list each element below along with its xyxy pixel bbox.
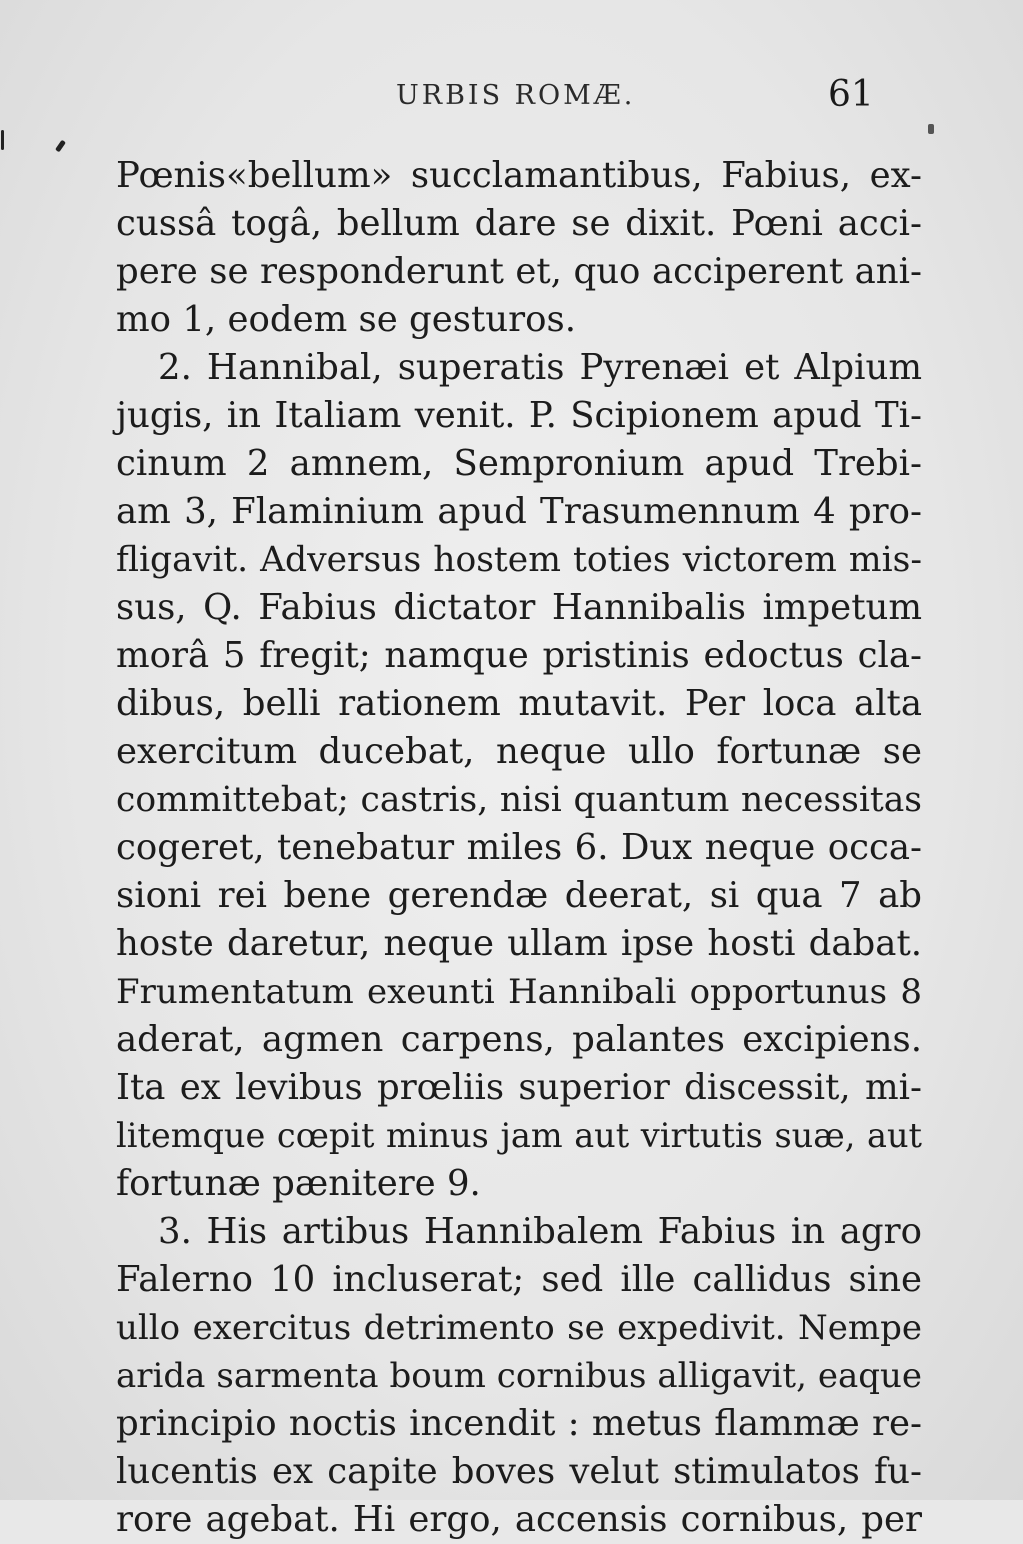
text-line: 2. Hannibal, superatis Pyrenæi et Alpium — [158, 347, 922, 388]
text-line: Ita ex levibus prœliis superior discessit, mi- — [116, 1067, 922, 1108]
ink-mark — [1, 130, 4, 150]
text-line: Falerno 10 incluserat; sed ille callidus sine — [116, 1259, 922, 1300]
text-line: principio noctis incendit : metus flammæ re- — [116, 1403, 922, 1444]
text-line: cussâ togâ, bellum dare se dixit. Pœni acci- — [116, 203, 922, 244]
text-line: dibus, belli rationem mutavit. Per loca alta — [116, 683, 922, 724]
body-text — [116, 152, 922, 1544]
text-line: Pœnis«bellum» succlamantibus, Fabius, ex- — [116, 155, 922, 196]
text-line: cogeret, tenebatur miles 6. Dux neque occa- — [116, 827, 922, 868]
text-line: pere se responderunt et, quo acciperent ani- — [116, 251, 922, 292]
text-line: fortunæ pænitere 9. — [116, 1163, 481, 1204]
page-number: 61 — [828, 74, 874, 115]
running-head: URBIS ROMÆ. — [396, 80, 636, 111]
text-line: litemque cœpit minus jam aut virtutis suæ, aut — [116, 1116, 922, 1155]
text-line: arida sarmenta boum cornibus alligavit, eaque — [116, 1356, 922, 1396]
ink-mark — [55, 140, 66, 153]
text-line: rore agebat. Hi ergo, accensis cornibus, per — [116, 1499, 922, 1540]
text-line: committebat; castris, nisi quantum necessitas — [116, 780, 922, 820]
text-line: morâ 5 fregit; namque pristinis edoctus cla- — [116, 635, 922, 676]
text-line: jugis, in Italiam venit. P. Scipionem apud Ti- — [116, 395, 922, 436]
text-line: am 3, Flaminium apud Trasumennum 4 pro- — [116, 491, 922, 532]
text-line: sus, Q. Fabius dictator Hannibalis impetum — [116, 587, 922, 628]
text-line: aderat, agmen carpens, palantes excipiens. — [116, 1019, 922, 1060]
text-line: 3. His artibus Hannibalem Fabius in agro — [158, 1211, 922, 1252]
text-line: mo 1, eodem se gesturos. — [116, 299, 576, 340]
text-line: ullo exercitus detrimento se expedivit. Nempe — [116, 1308, 922, 1348]
text-line: Frumentatum exeunti Hannibali opportunus 8 — [116, 972, 922, 1012]
text-line: exercitum ducebat, neque ullo fortunæ se — [116, 731, 922, 772]
text-line: cinum 2 amnem, Sempronium apud Trebi- — [116, 443, 922, 484]
text-line: lucentis ex capite boves velut stimulatos fu- — [116, 1451, 922, 1492]
ink-mark — [928, 124, 934, 134]
text-line: sioni rei bene gerendæ deerat, si qua 7 ab — [116, 875, 922, 916]
text-line: fligavit. Adversus hostem toties victorem mis- — [116, 540, 922, 580]
text-line: hoste daretur, neque ullam ipse hosti dabat. — [116, 923, 922, 964]
page-header — [0, 72, 1023, 122]
